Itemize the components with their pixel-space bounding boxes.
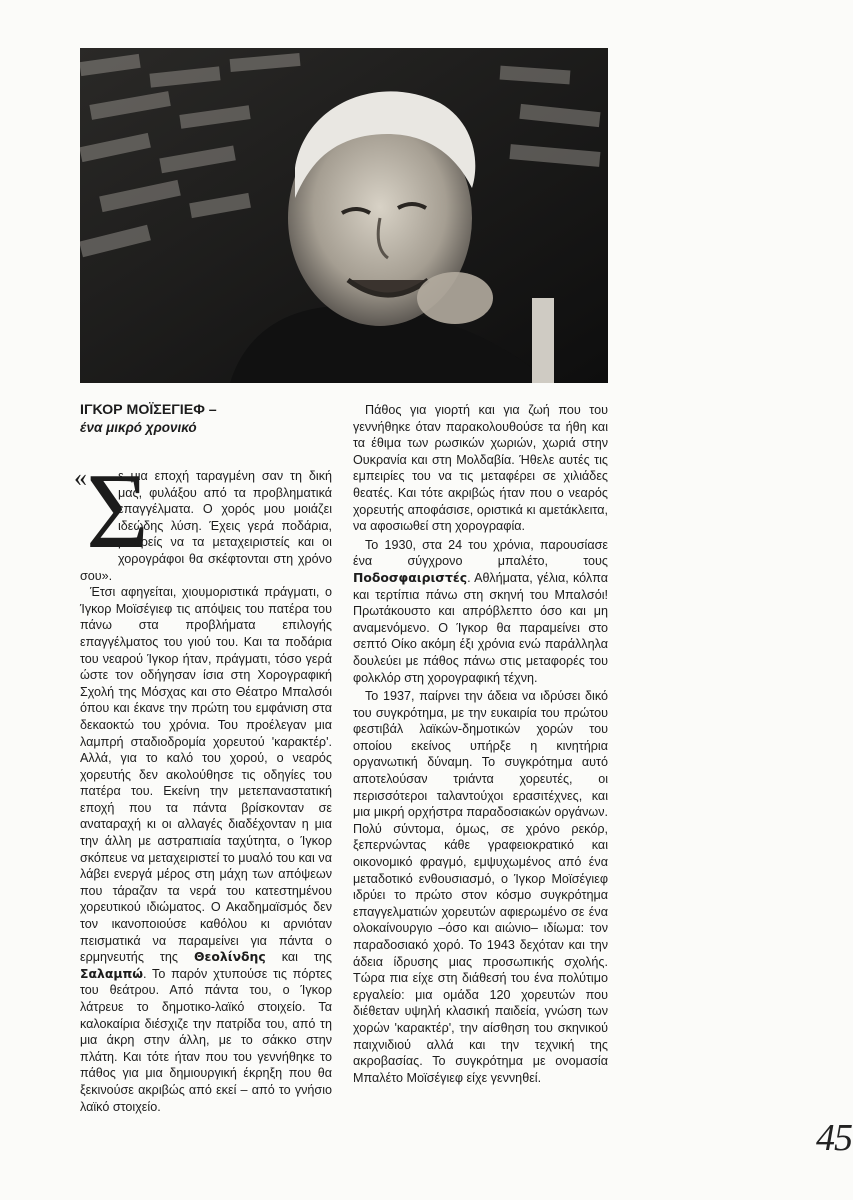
left-text-c: . Το παρόν χτυπούσε τις πόρτες του θεάτρου. Από πάντα του, ο Ίγκορ λάτρευε το δημοτικο-λαϊκό στοιχείο. Τα καλοκαίρια διέσχιζε την πατρίδα του, από τη μια άκρη στην άλλη, με το σάκκο στην πλάτη. Και τότε ήταν που του γεννήθηκε το πάθος για μια δημιουργική έκρηξη που θα ξεκινούσε ακριβώς από εκεί – από το γνήσιο λαϊκό στοιχείο.	[80, 966, 332, 1114]
bold-title-footballers: Ποδοσφαιριστές	[353, 569, 468, 585]
intro-paragraph: ε μια εποχή ταραγμένη σαν τη δική μας, φυλάξου από τα προβληματικά επαγγέλματα. Ο χορός μου μοιάζει ιδεώδης λύση. Έχεις γερά ποδάρια, μπορείς να τα μεταχειριστείς και οι χορογράφοι θα σκέφτονται στη χρόνο σου».	[80, 469, 332, 583]
page-number: 45	[816, 1117, 852, 1159]
drop-cap: Σ	[86, 452, 149, 571]
left-paragraph	[80, 584, 332, 1115]
quote-mark: «	[74, 463, 87, 492]
intro-quote	[74, 452, 332, 584]
article-subtitle: ένα μικρό χρονικό	[80, 420, 197, 435]
article-title: ΙΓΚΟΡ ΜΟΪΣΕΓΙΕΦ –	[80, 402, 217, 418]
portrait-image	[80, 48, 608, 383]
left-text-b: και της	[265, 950, 332, 965]
right-text-b: . Αθλήματα, γέλια, κόλπα και τερτίπια πάνω στη σκηνή του Μπαλσόι! Πρωτάκουστο και απρόβλεπτο όσο και μη αναμενόμενο. Ο Ίγκορ θα παραμείνει στο σεπτό Οίκο ακόμη έξι χρόνια ενώ παράλληλα δουλεύει με πάθος πάνω στις μεταφορές του φολκλόρ στη χορογραφική τέχνη.	[353, 570, 608, 685]
right-paragraph-2	[353, 537, 608, 686]
right-paragraph-3: Το 1937, παίρνει την άδεια να ιδρύσει δικό του συγκρότημα, με την ευκαιρία του πρώτου φεστιβάλ λαϊκών-δημοτικών χορών του οποίου εκείνος υπήρξε η κινητήρια οργανωτική δύναμη. Το συγκρότημα αυτό αποτελούσαν τριάντα χορευτές, οι περισσότεροι ταλαντούχοι ερασιτέχνες, και μια μικρή ορχήστρα παραδοσιακών οργάνων. Πολύ σύντομα, όμως, σε χρόνο ρεκόρ, ξεπερνώντας κάθε γραφειοκρατικό και οικονομικό φραγμό, εμψυχωμένος από ένα μεταδοτικό ενθουσιασμό, ο Ίγκορ Μοϊσέγιεφ ιδρύει το πρώτο στον κόσμο συγκρότημα επαγγελματιών χορευτών αφιερωμένο σε ένα ολοκαίνουργιο –όσο και αιώνιο– ιδίωμα: τον παραδοσιακό χορό. Το 1943 δεχόταν και την άδεια ίδρυσης μιας προσωπικής σχολής. Τώρα πια είχε στη διάθεσή του ένα πολύτιμο εργαλείο: μια ομάδα 120 χορευτών που διέθεταν υψηλή κλασική παιδεία, γνώση των χορών 'καρακτέρ', την αίσθηση του σκηνικού παιχνιδιού αλλά και την τεχνική της ακροβασίας. Το συγκρότημα με ονομασία Μπαλέτο Μοϊσέγιεφ είχε γεννηθεί.	[353, 689, 608, 1085]
right-paragraph-1: Πάθος για γιορτή και για ζωή που του γεννήθηκε όταν παρακολουθούσε τα ήθη και τα έθιμα των ρωσικών χωριών, χωριά στην Ουκρανία και στη Μολδαβία. Ήθελε αυτές τις εμπειρίες του να τις μεταφέρει σε χιλιάδες θεατές. Και τότε ακριβώς ήταν που ο νεαρός χορευτής αποφάσισε, οριστικά κι αμετάκλειτα, να αφοσιωθεί στη χορογραφία.	[353, 403, 608, 534]
portrait-photo	[80, 48, 608, 383]
right-text-a: Το 1930, στα 24 του χρόνια, παρουσίασε ένα σύγχρονο μπαλέτο, τους	[353, 537, 608, 569]
right-column	[353, 402, 608, 1086]
bold-title-salambo: Σαλαμπώ	[80, 965, 144, 981]
left-column	[74, 402, 332, 1115]
bold-title-theolindi: Θεολίνδης	[193, 949, 266, 965]
left-text-a: Έτσι αφηγείται, χιουμοριστικά πράγματι, ο Ίγκορ Μοϊσέγιεφ τις απόψεις του πατέρα του πάνω στα προβλήματα επιλογής επαγγέλματος του γιού του. Και τα ποδάρια του νεαρού Ίγκορ ήταν, πράγματι, τόσο γερά ώστε τον οδήγησαν ίσια στη Χορογραφική Σχολή της Μόσχας και στο Θέατρο Μπαλσόι όπου και έκανε την πρώτη του εμφάνιση στα δεκαοκτώ του χρόνια. Του προέλεγαν μια λαμπρή σταδιοδρομία χορευτού 'καρακτέρ'. Αλλά, για το καλό του χορού, ο νεαρός χορευτής δεν ακολούθησε τις οδηγίες του πατέρα του. Εκείνη την μετεπαναστατική εποχή που τα πάντα βρίσκονταν σε αναταραχή κι οι αλλαγές διαδέχονταν η μια την άλλη με αστραπιαία ταχύτητα, ο Ίγκορ σκόπευε να μεταχειριστεί το μυαλό του και να λάβει ενεργά μέρος στη μάχη των απόψεων που τάραζαν τα νερά του κατεστημένου χορευτικού ιδιώματος. Ο Ακαδημαϊσμός δεν τον ικανοποιούσε καθόλου κι αρνιόταν πεισματικά να παραμείνει για πάντα ο ερμηνευτής της	[80, 585, 332, 965]
